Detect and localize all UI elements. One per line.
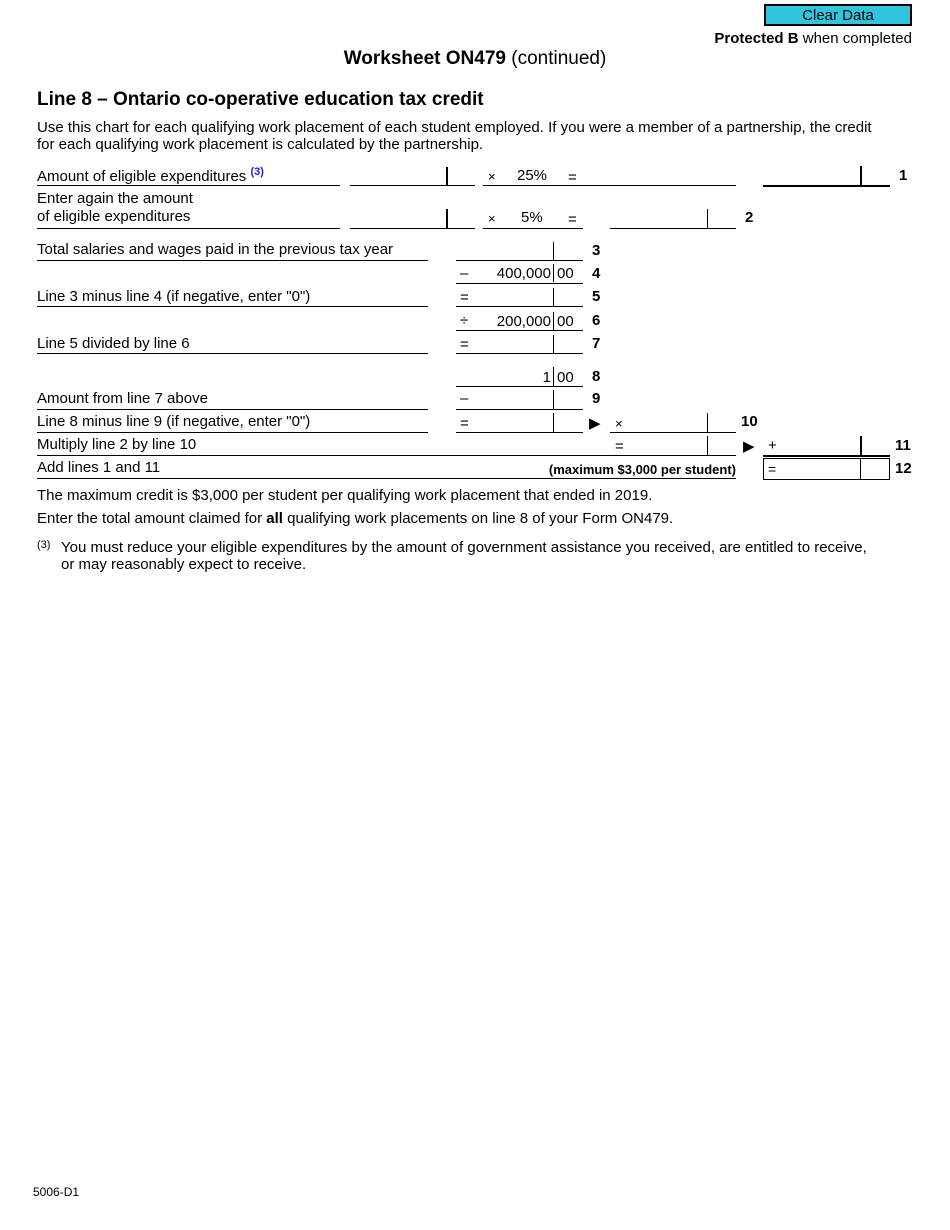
line4-cents-divider	[553, 264, 554, 282]
enter-total-text-a: Enter the total amount claimed for	[37, 510, 267, 527]
line1-times: ×	[488, 169, 496, 184]
line5-amount-input[interactable]	[472, 288, 551, 306]
line11-result-input[interactable]	[783, 437, 858, 455]
line7-cents-divider	[553, 335, 554, 353]
section-heading: Line 8 – Ontario co-operative education tax credit	[37, 89, 484, 110]
line10-amount-input[interactable]	[472, 414, 551, 432]
line5-label: Line 3 minus line 4 (if negative, enter "0")	[37, 288, 311, 305]
line9-number: 9	[592, 390, 601, 407]
line5-cents-divider	[553, 288, 554, 306]
line10-arrow-icon: ▶	[589, 415, 601, 432]
line9-label-rule	[37, 409, 428, 410]
line9-minus: –	[460, 390, 469, 407]
worksheet-title-suffix: (continued)	[505, 48, 607, 69]
enter-total-note	[37, 510, 673, 527]
page-title	[0, 48, 950, 70]
line12-number: 12	[895, 460, 912, 477]
line10-cents-divider	[553, 413, 554, 432]
line1-footnote-ref: (3)	[250, 166, 264, 178]
line3-label-rule	[37, 260, 428, 261]
line1-rate: 25%	[517, 167, 548, 184]
line1-label-text: Amount of eligible expenditures	[37, 168, 247, 185]
line5-equals: =	[460, 289, 469, 306]
line2-result-divider	[707, 209, 708, 228]
line10-label-rule	[37, 432, 428, 433]
protected-b-notice	[714, 30, 912, 47]
line4-rule	[456, 283, 583, 284]
line1-label	[37, 166, 264, 185]
line11-number: 11	[895, 437, 911, 454]
line8-cents-divider	[553, 367, 554, 386]
footnote-line-2: or may reasonably expect to receive.	[61, 556, 307, 573]
line2-label-a: Enter again the amount	[37, 190, 193, 207]
line11-label-rule	[37, 455, 736, 456]
line5-label-rule	[37, 306, 428, 307]
line3-number: 3	[592, 242, 601, 259]
line11-arrow-icon: ▶	[743, 438, 755, 455]
line3-cents-divider	[553, 242, 554, 260]
line6-number: 6	[592, 312, 601, 329]
line7-equals: =	[460, 336, 469, 353]
line2-number: 2	[745, 209, 754, 226]
form-code: 5006-D1	[33, 1185, 80, 1199]
line12-maximum-note: (maximum $3,000 per student)	[548, 462, 736, 477]
line1-calc-rule	[483, 185, 736, 186]
line10-times: ×	[615, 416, 623, 431]
line10-result-rule	[610, 432, 736, 433]
line4-minus: –	[460, 265, 469, 282]
line4-dollars: 400,000	[496, 265, 551, 282]
line1-result-rule	[763, 185, 890, 187]
line6-divide: ÷	[460, 312, 469, 329]
line2-calc-rule	[483, 228, 583, 229]
line4-number: 4	[592, 265, 601, 282]
line1-amount-rule	[350, 185, 475, 186]
line10-result-input[interactable]	[630, 414, 705, 432]
line9-cents-divider	[553, 390, 554, 409]
line10-amount-rule	[456, 432, 583, 433]
intro-line-2: for each qualifying work placement is calculated by the partnership.	[37, 136, 484, 153]
line10-number: 10	[741, 413, 758, 430]
line12-total-input[interactable]	[783, 460, 858, 478]
line8-cents: 00	[557, 369, 574, 386]
line1-number: 1	[899, 167, 908, 184]
line6-cents: 00	[557, 313, 574, 330]
line2-equals: =	[568, 211, 577, 228]
line1-amount-input[interactable]	[350, 167, 445, 185]
footnote-line-1: You must reduce your eligible expenditures by the amount of government assistance you received, are entitled to receive,	[61, 539, 867, 556]
line11-amount-input[interactable]	[630, 437, 705, 455]
enter-total-bold: all	[266, 510, 283, 527]
line7-amount-input[interactable]	[472, 335, 551, 353]
line11-plus: +	[768, 437, 777, 454]
line3-amount-input[interactable]	[457, 242, 551, 260]
line3-amount-rule	[456, 260, 583, 261]
line7-label-rule	[37, 353, 428, 354]
line7-amount-rule	[456, 353, 583, 354]
line11-result-rule	[763, 455, 890, 457]
line6-rule	[456, 330, 583, 331]
line2-times: ×	[488, 211, 496, 226]
intro-line-1: Use this chart for each qualifying work placement of each student employed. If you were a member of a partnership, the credit	[37, 119, 872, 136]
line9-amount-input[interactable]	[472, 391, 551, 409]
line5-amount-rule	[456, 306, 583, 307]
line8-dollars: 1	[542, 369, 551, 386]
line8-rule	[456, 386, 583, 387]
line12-label-rule	[37, 478, 736, 479]
line4-cents: 00	[557, 265, 574, 282]
line2-result-rule	[610, 228, 736, 229]
line2-amount-input[interactable]	[350, 209, 445, 227]
line1-cents-divider	[446, 167, 448, 185]
line9-amount-rule	[456, 409, 583, 410]
line12-equals: =	[768, 461, 777, 477]
line1-result-input[interactable]	[763, 167, 858, 185]
clear-data-button[interactable]: Clear Data	[764, 4, 912, 26]
line12-total-divider	[860, 458, 861, 480]
line9-label: Amount from line 7 above	[37, 390, 208, 407]
line10-result-divider	[707, 413, 708, 432]
worksheet-title: Worksheet ON479	[343, 48, 506, 69]
line2-label-rule	[37, 228, 340, 229]
line2-rate: 5%	[521, 209, 543, 226]
line2-cents-divider	[446, 209, 448, 228]
line11-label: Multiply line 2 by line 10	[37, 436, 197, 453]
line7-label: Line 5 divided by line 6	[37, 335, 190, 352]
line10-equals: =	[460, 415, 469, 432]
protected-b-label: Protected B	[714, 30, 799, 47]
line6-dollars: 200,000	[496, 313, 551, 330]
line2-result-input[interactable]	[610, 209, 705, 227]
line8-number: 8	[592, 368, 601, 385]
line1-result-divider	[860, 166, 862, 185]
footnote-ref: (3)	[37, 539, 51, 551]
max-credit-note: The maximum credit is $3,000 per student per qualifying work placement that ended in 2019.	[37, 487, 653, 504]
line3-label: Total salaries and wages paid in the previous tax year	[37, 241, 394, 258]
line2-label-b: of eligible expenditures	[37, 208, 191, 225]
line2-amount-rule	[350, 228, 475, 229]
enter-total-text-b: qualifying work placements on line 8 of your Form ON479.	[282, 510, 674, 527]
line1-label-rule	[37, 185, 340, 186]
line6-cents-divider	[553, 312, 554, 330]
protected-b-suffix: when completed	[798, 30, 912, 47]
line11-result-divider	[860, 436, 862, 455]
line5-number: 5	[592, 288, 601, 305]
line11-amount-divider	[707, 436, 708, 455]
line10-label: Line 8 minus line 9 (if negative, enter "0")	[37, 413, 311, 430]
line1-equals: =	[568, 169, 577, 186]
line12-label: Add lines 1 and 11	[37, 459, 161, 476]
line7-number: 7	[592, 335, 601, 352]
line11-equals: =	[615, 438, 624, 455]
